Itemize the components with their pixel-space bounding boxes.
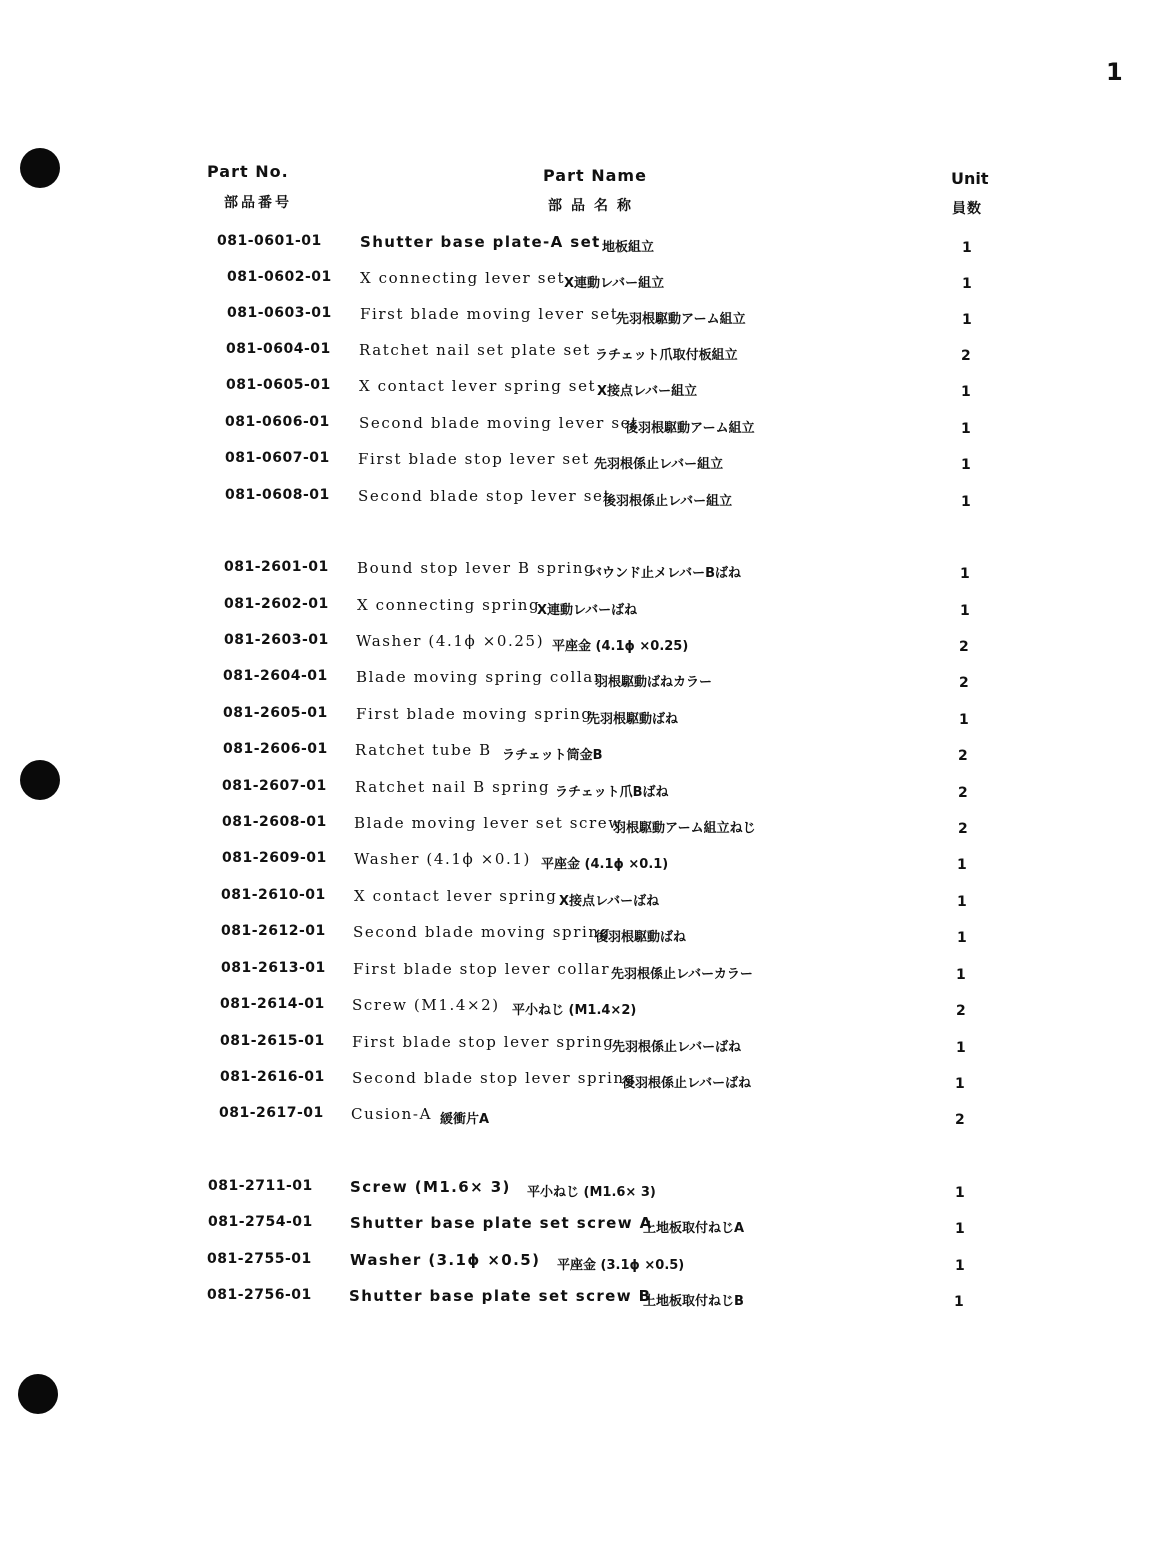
part-name: Washer (3.1ϕ ×0.5) (350, 1251, 541, 1269)
part-name-jp: 上地板取付ねじB (643, 1294, 744, 1309)
unit-quantity: 1 (954, 1294, 964, 1310)
part-row (0, 414, 1152, 440)
part-name-jp: 緩衝片A (440, 1112, 490, 1127)
part-name: Shutter base plate set screw A (350, 1214, 653, 1232)
part-name-jp: X接点レバー組立 (597, 384, 698, 399)
part-row (0, 960, 1152, 986)
header-unit-jp: 員数 (952, 201, 982, 217)
part-name-jp: 先羽根駆動アーム組立 (616, 312, 746, 327)
unit-quantity: 1 (959, 712, 969, 728)
part-name: Ratchet nail set plate set (359, 341, 591, 359)
unit-quantity: 2 (955, 1112, 965, 1128)
unit-quantity: 2 (958, 785, 968, 801)
part-number: 081-2711-01 (208, 1178, 313, 1194)
part-row (0, 1033, 1152, 1059)
unit-quantity: 2 (958, 821, 968, 837)
header-part-no-jp: 部品番号 (224, 195, 292, 211)
part-name: Cusion-A (351, 1105, 433, 1123)
part-name: Washer (4.1ϕ ×0.25) (356, 632, 545, 650)
punch-hole-top (20, 148, 60, 188)
part-name-jp: 先羽根係止レバーカラー (611, 967, 753, 982)
unit-quantity: 1 (961, 384, 971, 400)
part-row (0, 996, 1152, 1022)
part-name-jp: 後羽根係止レバーばね (622, 1076, 752, 1091)
part-name: Blade moving spring collar (356, 668, 603, 686)
header-unit: Unit (951, 169, 989, 188)
part-number: 081-2604-01 (223, 668, 328, 684)
part-name-jp: 後羽根係止レバー組立 (603, 494, 733, 509)
part-name-jp: ラチェット爪Bばね (555, 785, 669, 800)
part-number: 081-2613-01 (221, 960, 326, 976)
part-name: Second blade moving lever set (359, 414, 639, 432)
part-name: X contact lever spring (354, 887, 558, 905)
part-row (0, 269, 1152, 295)
unit-quantity: 1 (955, 1221, 965, 1237)
part-name-jp: 上地板取付ねじA (643, 1221, 745, 1236)
part-name: Washer (4.1ϕ ×0.1) (354, 850, 532, 868)
unit-quantity: 1 (955, 1185, 965, 1201)
unit-quantity: 1 (955, 1258, 965, 1274)
unit-quantity: 1 (962, 240, 972, 256)
part-row (0, 1069, 1152, 1095)
unit-quantity: 2 (956, 1003, 966, 1019)
part-row (0, 705, 1152, 731)
part-row (0, 559, 1152, 585)
part-number: 081-2608-01 (222, 814, 327, 830)
part-name-jp: 先羽根駆動ばね (587, 712, 679, 727)
part-name: Bound stop lever B spring (357, 559, 596, 577)
part-row (0, 1251, 1152, 1277)
part-row (0, 923, 1152, 949)
part-name-jp: 先羽根係止レバーばね (612, 1040, 742, 1055)
part-row (0, 596, 1152, 622)
part-row (0, 778, 1152, 804)
part-number: 081-0602-01 (227, 269, 332, 285)
part-number: 081-0606-01 (225, 414, 330, 430)
part-name-jp: 地板組立 (602, 240, 655, 255)
part-row (0, 377, 1152, 403)
part-number: 081-2606-01 (223, 741, 328, 757)
part-number: 081-2754-01 (208, 1214, 313, 1230)
part-name-jp: 後羽根駆動ばね (595, 930, 687, 945)
part-name: First blade stop lever collar (353, 960, 611, 978)
part-name: X contact lever spring set (359, 377, 597, 395)
unit-quantity: 1 (956, 967, 966, 983)
unit-quantity: 1 (956, 1040, 966, 1056)
part-name-jp: 平小ねじ (M1.4×2) (512, 1003, 637, 1018)
header-part-no: Part No. (207, 162, 289, 181)
unit-quantity: 1 (957, 894, 967, 910)
part-name-jp: ラチェット爪取付板組立 (595, 348, 738, 363)
part-name: Shutter base plate set screw B (349, 1287, 652, 1305)
part-row (0, 1105, 1152, 1131)
unit-quantity: 1 (960, 603, 970, 619)
part-number: 081-2755-01 (207, 1251, 312, 1267)
unit-quantity: 2 (958, 748, 968, 764)
part-number: 081-2602-01 (224, 596, 329, 612)
part-name: Blade moving lever set screw (354, 814, 623, 832)
part-number: 081-2616-01 (220, 1069, 325, 1085)
part-number: 081-2617-01 (219, 1105, 324, 1121)
part-number: 081-2607-01 (222, 778, 327, 794)
part-name: X connecting spring (357, 596, 541, 614)
part-name: Second blade moving spring (353, 923, 611, 941)
unit-quantity: 1 (961, 494, 971, 510)
part-name: Shutter base plate-A set (360, 233, 601, 251)
unit-quantity: 1 (960, 566, 970, 582)
part-name: First blade moving spring (356, 705, 593, 723)
unit-quantity: 1 (955, 1076, 965, 1092)
part-row (0, 1287, 1152, 1313)
part-name: First blade moving lever set (360, 305, 619, 323)
page-number: 1 (1106, 58, 1123, 86)
unit-quantity: 1 (957, 930, 967, 946)
part-name: Ratchet tube B (355, 741, 492, 759)
part-row (0, 233, 1152, 259)
part-number: 081-0608-01 (225, 487, 330, 503)
unit-quantity: 1 (957, 857, 967, 873)
part-row (0, 1178, 1152, 1204)
header-part-name: Part Name (543, 166, 647, 185)
part-name-jp: 先羽根係止レバー組立 (594, 457, 724, 472)
part-name: Second blade stop lever spring (352, 1069, 636, 1087)
part-number: 081-2603-01 (224, 632, 329, 648)
part-name-jp: 平座金 (4.1ϕ ×0.25) (552, 639, 689, 654)
part-row (0, 487, 1152, 513)
part-number: 081-2612-01 (221, 923, 326, 939)
part-name-jp: 平座金 (4.1ϕ ×0.1) (541, 857, 669, 872)
part-name: Second blade stop lever set (358, 487, 612, 505)
unit-quantity: 1 (962, 276, 972, 292)
part-name-jp: 平小ねじ (M1.6× 3) (527, 1185, 656, 1200)
part-number: 081-2605-01 (223, 705, 328, 721)
part-name-jp: X接点レバーばね (559, 894, 660, 909)
part-row (0, 341, 1152, 367)
part-row (0, 887, 1152, 913)
header-part-name-jp: 部品名称 (548, 198, 640, 214)
unit-quantity: 1 (962, 312, 972, 328)
part-name: Ratchet nail B spring (355, 778, 551, 796)
part-number: 081-2601-01 (224, 559, 329, 575)
part-name-jp: バウンド止メレバーBばね (589, 566, 741, 581)
part-number: 081-0604-01 (226, 341, 331, 357)
part-number: 081-2615-01 (220, 1033, 325, 1049)
part-number: 081-0605-01 (226, 377, 331, 393)
part-number: 081-2614-01 (220, 996, 325, 1012)
part-name-jp: 羽根駆動アーム組立ねじ (613, 821, 756, 836)
part-number: 081-0607-01 (225, 450, 330, 466)
unit-quantity: 2 (959, 639, 969, 655)
unit-quantity: 1 (961, 457, 971, 473)
part-number: 081-2756-01 (207, 1287, 312, 1303)
part-row (0, 850, 1152, 876)
part-number: 081-0603-01 (227, 305, 332, 321)
part-name: First blade stop lever spring (352, 1033, 615, 1051)
part-name-jp: 後羽根駆動アーム組立 (625, 421, 755, 436)
part-row (0, 1214, 1152, 1240)
part-name: First blade stop lever set (358, 450, 590, 468)
unit-quantity: 2 (961, 348, 971, 364)
unit-quantity: 1 (961, 421, 971, 437)
part-name: Screw (M1.4×2) (352, 996, 500, 1014)
part-row (0, 450, 1152, 476)
part-number: 081-0601-01 (217, 233, 322, 249)
part-row (0, 814, 1152, 840)
part-name-jp: 平座金 (3.1ϕ ×0.5) (557, 1258, 685, 1273)
part-name: Screw (M1.6× 3) (350, 1178, 511, 1196)
part-row (0, 741, 1152, 767)
part-name-jp: X連動レバー組立 (564, 276, 665, 291)
part-number: 081-2609-01 (222, 850, 327, 866)
part-number: 081-2610-01 (221, 887, 326, 903)
part-row (0, 668, 1152, 694)
part-name: X connecting lever set (360, 269, 566, 287)
part-name-jp: X連動レバーばね (537, 603, 638, 618)
part-row (0, 305, 1152, 331)
part-row (0, 632, 1152, 658)
part-name-jp: 羽根駆動ばねカラー (595, 675, 713, 690)
punch-hole-bottom (18, 1374, 58, 1414)
part-name-jp: ラチェット筒金B (502, 748, 603, 763)
unit-quantity: 2 (959, 675, 969, 691)
